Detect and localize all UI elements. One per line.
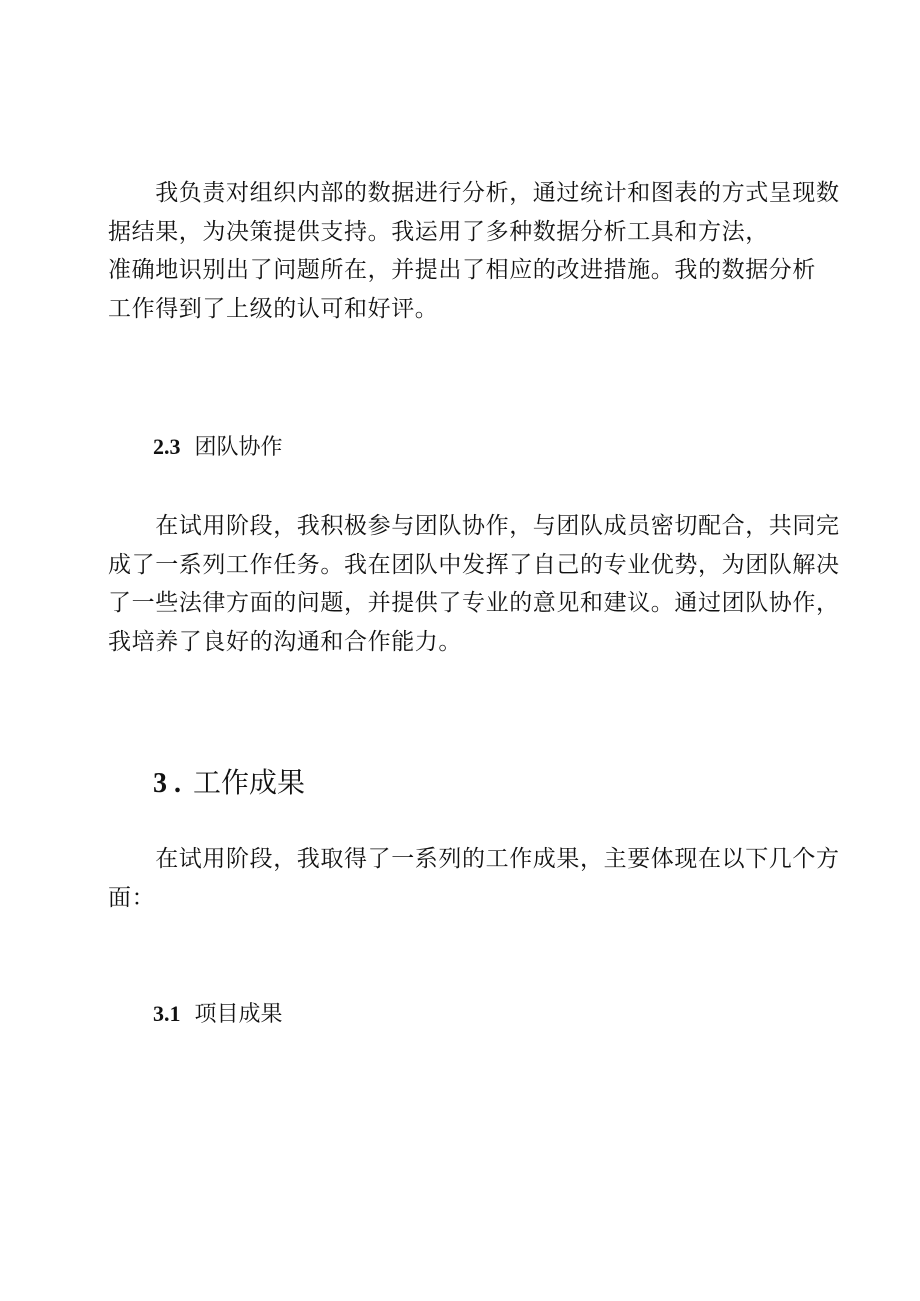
section-number: 3.1	[153, 1001, 181, 1026]
paragraph-results-intro	[108, 840, 840, 917]
paragraph-line: 在试用阶段，我积极参与团队协作，与团队成员密切配合，共同完	[108, 513, 840, 539]
paragraph-line: 成了一系列工作任务。我在团队中发挥了自己的专业优势，为团队解决	[108, 551, 840, 578]
paragraph-line: 工作得到了上级的认可和好评。	[108, 295, 439, 322]
section-number: 2.3	[153, 434, 181, 459]
section-heading-3	[153, 761, 305, 801]
section-number: 3 .	[153, 768, 181, 799]
section-title: 团队协作	[194, 435, 283, 460]
paragraph-line: 在试用阶段，我取得了一系列的工作成果，主要体现在以下几个方	[108, 846, 840, 872]
paragraph-teamwork	[108, 507, 840, 661]
paragraph-data-analysis	[108, 174, 840, 328]
section-title: 工作成果	[193, 766, 306, 799]
section-heading-2-3	[153, 430, 283, 461]
paragraph-line: 了一些法律方面的问题，并提供了专业的意见和建议。通过团队协作，	[108, 590, 840, 616]
section-title: 项目成果	[194, 1002, 283, 1027]
section-heading-3-1	[153, 997, 283, 1028]
paragraph-line: 我负责对组织内部的数据进行分析，通过统计和图表的方式呈现数	[108, 180, 840, 206]
paragraph-line: 我培养了良好的沟通和合作能力。	[108, 628, 462, 655]
paragraph-line: 据结果，为决策提供支持。我运用了多种数据分析工具和方法，	[108, 218, 769, 245]
paragraph-line: 准确地识别出了问题所在，并提出了相应的改进措施。我的数据分析	[108, 257, 816, 283]
paragraph-line: 面：	[108, 884, 156, 911]
